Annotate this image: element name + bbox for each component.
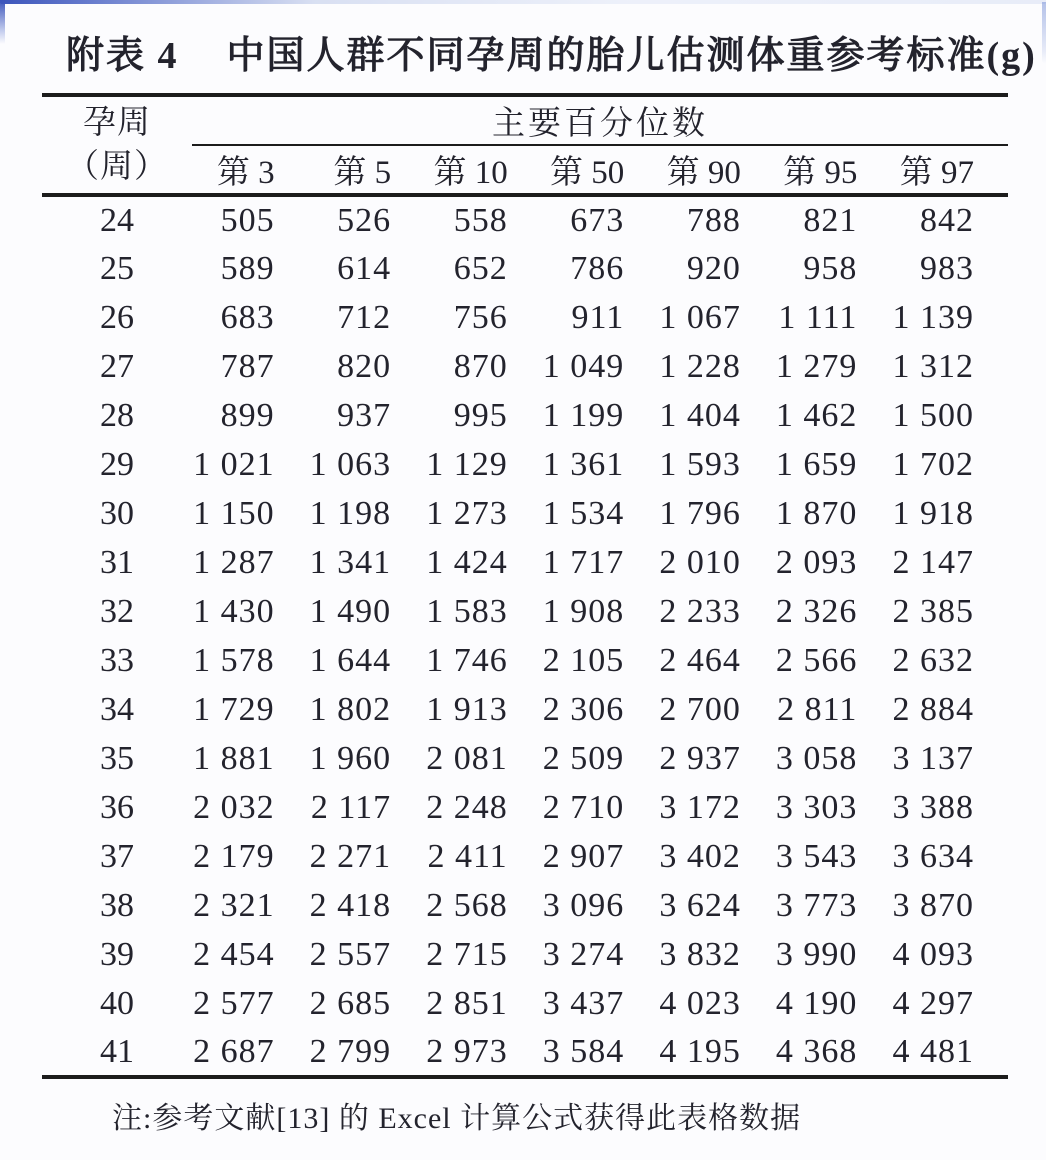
value-cell: 1 593 <box>659 445 741 483</box>
group-header-row <box>42 95 1008 145</box>
value-cell: 2 233 <box>659 592 741 630</box>
frame-accent-right <box>1042 2 1046 64</box>
value-cell: 995 <box>453 396 508 434</box>
table-row <box>42 293 1008 342</box>
value-cell: 820 <box>337 347 392 385</box>
value-cell: 920 <box>686 249 741 287</box>
table-row <box>42 244 1008 293</box>
table-row <box>42 783 1008 832</box>
value-cell: 3 832 <box>659 935 741 973</box>
week-cell: 40 <box>100 984 134 1022</box>
value-cell: 2 577 <box>193 984 275 1022</box>
week-cell: 35 <box>100 739 134 777</box>
value-cell: 1 913 <box>426 690 508 728</box>
table-row <box>42 440 1008 489</box>
reference-table <box>42 93 1008 1079</box>
value-cell: 2 306 <box>542 690 625 728</box>
week-column-header <box>42 95 192 195</box>
value-cell: 1 111 <box>778 298 858 336</box>
week-cell: 32 <box>100 592 134 630</box>
table-title: 中国人群不同孕周的胎儿估测体重参考标准(g) <box>226 35 1037 77</box>
value-cell: 2 010 <box>659 543 741 581</box>
value-cell: 2 566 <box>775 641 858 679</box>
percentile-group-header: 主要百分位数 <box>192 95 1008 145</box>
value-cell: 3 402 <box>659 837 741 875</box>
value-cell: 1 870 <box>775 494 858 532</box>
week-cell: 30 <box>100 494 134 532</box>
value-cell: 526 <box>337 201 392 239</box>
value-cell: 2 179 <box>193 837 275 875</box>
value-cell: 2 687 <box>192 1028 309 1077</box>
percentile-header: 第 10 <box>425 145 542 195</box>
value-cell: 2 715 <box>426 935 508 973</box>
frame-accent-top <box>0 0 1046 4</box>
value-cell: 2 105 <box>542 641 625 679</box>
week-cell: 27 <box>100 347 134 385</box>
value-cell: 2 321 <box>193 886 275 924</box>
value-cell: 4 093 <box>892 935 974 973</box>
value-cell: 1 279 <box>775 347 858 385</box>
value-cell: 786 <box>570 249 625 287</box>
value-cell: 3 584 <box>542 1028 659 1077</box>
table-header <box>42 95 1008 195</box>
value-cell: 2 093 <box>775 543 858 581</box>
value-cell: 2 385 <box>892 592 974 630</box>
value-cell: 2 851 <box>426 984 508 1022</box>
value-cell: 712 <box>337 298 392 336</box>
value-cell: 558 <box>453 201 508 239</box>
value-cell: 2 568 <box>426 886 508 924</box>
table-body <box>42 195 1008 1077</box>
value-cell: 652 <box>453 249 508 287</box>
value-cell: 1 534 <box>542 494 625 532</box>
value-cell: 821 <box>803 201 858 239</box>
value-cell: 505 <box>220 201 275 239</box>
table-row <box>42 930 1008 979</box>
frame-accent-left <box>0 0 5 44</box>
value-cell: 1 729 <box>193 690 275 728</box>
value-cell: 2 411 <box>427 837 508 875</box>
value-cell: 2 464 <box>659 641 741 679</box>
value-cell: 788 <box>686 201 741 239</box>
value-cell: 589 <box>220 249 275 287</box>
value-cell: 1 659 <box>775 445 858 483</box>
value-cell: 4 297 <box>892 984 974 1022</box>
table-row <box>42 979 1008 1028</box>
value-cell: 2 081 <box>426 739 508 777</box>
percentile-header: 第 97 <box>891 145 1008 195</box>
value-cell: 1 500 <box>892 396 974 434</box>
value-cell: 2 937 <box>659 739 741 777</box>
value-cell: 958 <box>803 249 858 287</box>
value-cell: 3 274 <box>542 935 625 973</box>
value-cell: 3 543 <box>775 837 858 875</box>
table-caption <box>0 0 1046 93</box>
value-cell: 756 <box>453 298 508 336</box>
percentile-header: 第 95 <box>775 145 892 195</box>
value-cell: 2 811 <box>777 690 858 728</box>
value-cell: 3 388 <box>892 788 974 826</box>
value-cell: 4 481 <box>891 1028 1008 1077</box>
value-cell: 1 198 <box>309 494 392 532</box>
value-cell: 911 <box>571 298 625 336</box>
week-cell: 41 <box>42 1028 192 1077</box>
week-cell: 37 <box>100 837 134 875</box>
value-cell: 2 710 <box>542 788 625 826</box>
value-cell: 3 773 <box>775 886 858 924</box>
value-cell: 614 <box>337 249 392 287</box>
value-cell: 1 490 <box>309 592 392 630</box>
percentile-header: 第 50 <box>542 145 659 195</box>
value-cell: 1 908 <box>542 592 625 630</box>
value-cell: 1 021 <box>193 445 275 483</box>
table-row <box>42 636 1008 685</box>
value-cell: 1 746 <box>426 641 508 679</box>
value-cell: 2 557 <box>309 935 392 973</box>
value-cell: 1 129 <box>426 445 508 483</box>
value-cell: 1 717 <box>542 543 625 581</box>
week-cell: 36 <box>100 788 134 826</box>
value-cell: 1 139 <box>892 298 974 336</box>
value-cell: 3 172 <box>659 788 741 826</box>
value-cell: 683 <box>220 298 275 336</box>
week-cell: 39 <box>100 935 134 973</box>
table-note: 注:参考文献[13] 的 Excel 计算公式获得此表格数据 <box>112 1102 802 1135</box>
week-cell: 31 <box>100 543 134 581</box>
value-cell: 3 303 <box>775 788 858 826</box>
value-cell: 2 248 <box>426 788 508 826</box>
value-cell: 3 634 <box>892 837 974 875</box>
value-cell: 1 644 <box>309 641 392 679</box>
value-cell: 2 117 <box>310 788 392 826</box>
value-cell: 673 <box>570 201 625 239</box>
week-header-line1: 孕周 <box>83 105 151 141</box>
value-cell: 3 096 <box>542 886 625 924</box>
value-cell: 1 881 <box>193 739 275 777</box>
value-cell: 2 632 <box>892 641 974 679</box>
table-row <box>42 391 1008 440</box>
value-cell: 899 <box>220 396 275 434</box>
value-cell: 1 583 <box>426 592 508 630</box>
value-cell: 1 150 <box>193 494 275 532</box>
value-cell: 3 870 <box>892 886 974 924</box>
value-cell: 937 <box>337 396 392 434</box>
table-row <box>42 1028 1008 1077</box>
table-row <box>42 342 1008 391</box>
value-cell: 2 509 <box>542 739 625 777</box>
value-cell: 1 578 <box>193 641 275 679</box>
value-cell: 1 404 <box>659 396 741 434</box>
value-cell: 3 624 <box>659 886 741 924</box>
percentile-header: 第 90 <box>658 145 775 195</box>
value-cell: 2 907 <box>542 837 625 875</box>
value-cell: 2 271 <box>309 837 392 875</box>
value-cell: 1 228 <box>659 347 741 385</box>
value-cell: 1 430 <box>193 592 275 630</box>
table-row <box>42 734 1008 783</box>
value-cell: 1 341 <box>309 543 392 581</box>
week-cell: 26 <box>100 298 134 336</box>
value-cell: 870 <box>453 347 508 385</box>
value-cell: 2 454 <box>193 935 275 973</box>
value-cell: 1 287 <box>193 543 275 581</box>
table-tag: 附表 4 <box>66 35 179 77</box>
value-cell: 2 884 <box>892 690 974 728</box>
value-cell: 1 796 <box>659 494 741 532</box>
value-cell: 1 067 <box>659 298 741 336</box>
value-cell: 2 700 <box>659 690 741 728</box>
value-cell: 3 058 <box>775 739 858 777</box>
value-cell: 1 462 <box>775 396 858 434</box>
percentile-header: 第 5 <box>309 145 426 195</box>
value-cell: 1 063 <box>309 445 392 483</box>
table-row <box>42 587 1008 636</box>
value-cell: 4 023 <box>659 984 741 1022</box>
value-cell: 983 <box>920 249 974 287</box>
week-cell: 38 <box>100 886 134 924</box>
value-cell: 1 273 <box>426 494 508 532</box>
value-cell: 1 802 <box>309 690 392 728</box>
value-cell: 2 326 <box>775 592 858 630</box>
week-cell: 34 <box>100 690 134 728</box>
table-row <box>42 195 1008 244</box>
week-cell: 25 <box>100 249 134 287</box>
value-cell: 2 032 <box>193 788 275 826</box>
table-row <box>42 489 1008 538</box>
value-cell: 3 137 <box>892 739 974 777</box>
value-cell: 1 918 <box>892 494 974 532</box>
percentile-header: 第 3 <box>192 145 309 195</box>
value-cell: 1 960 <box>309 739 392 777</box>
value-cell: 4 195 <box>658 1028 775 1077</box>
week-cell: 33 <box>100 641 134 679</box>
value-cell: 787 <box>220 347 275 385</box>
value-cell: 2 685 <box>309 984 392 1022</box>
value-cell: 842 <box>920 201 974 239</box>
value-cell: 1 424 <box>426 543 508 581</box>
value-cell: 4 368 <box>775 1028 892 1077</box>
week-cell: 29 <box>100 445 134 483</box>
table-row <box>42 832 1008 881</box>
value-cell: 4 190 <box>775 984 858 1022</box>
value-cell: 3 437 <box>542 984 625 1022</box>
value-cell: 2 147 <box>892 543 974 581</box>
value-cell: 1 361 <box>542 445 625 483</box>
week-header-line2: （周） <box>66 149 168 185</box>
week-cell: 24 <box>100 201 134 239</box>
value-cell: 2 418 <box>309 886 392 924</box>
table-row <box>42 881 1008 930</box>
value-cell: 1 199 <box>542 396 625 434</box>
week-cell: 28 <box>100 396 134 434</box>
value-cell: 3 990 <box>775 935 858 973</box>
value-cell: 2 799 <box>309 1028 426 1077</box>
table-row <box>42 538 1008 587</box>
value-cell: 1 312 <box>892 347 974 385</box>
value-cell: 2 973 <box>425 1028 542 1077</box>
table-row <box>42 685 1008 734</box>
value-cell: 1 702 <box>892 445 974 483</box>
value-cell: 1 049 <box>542 347 625 385</box>
